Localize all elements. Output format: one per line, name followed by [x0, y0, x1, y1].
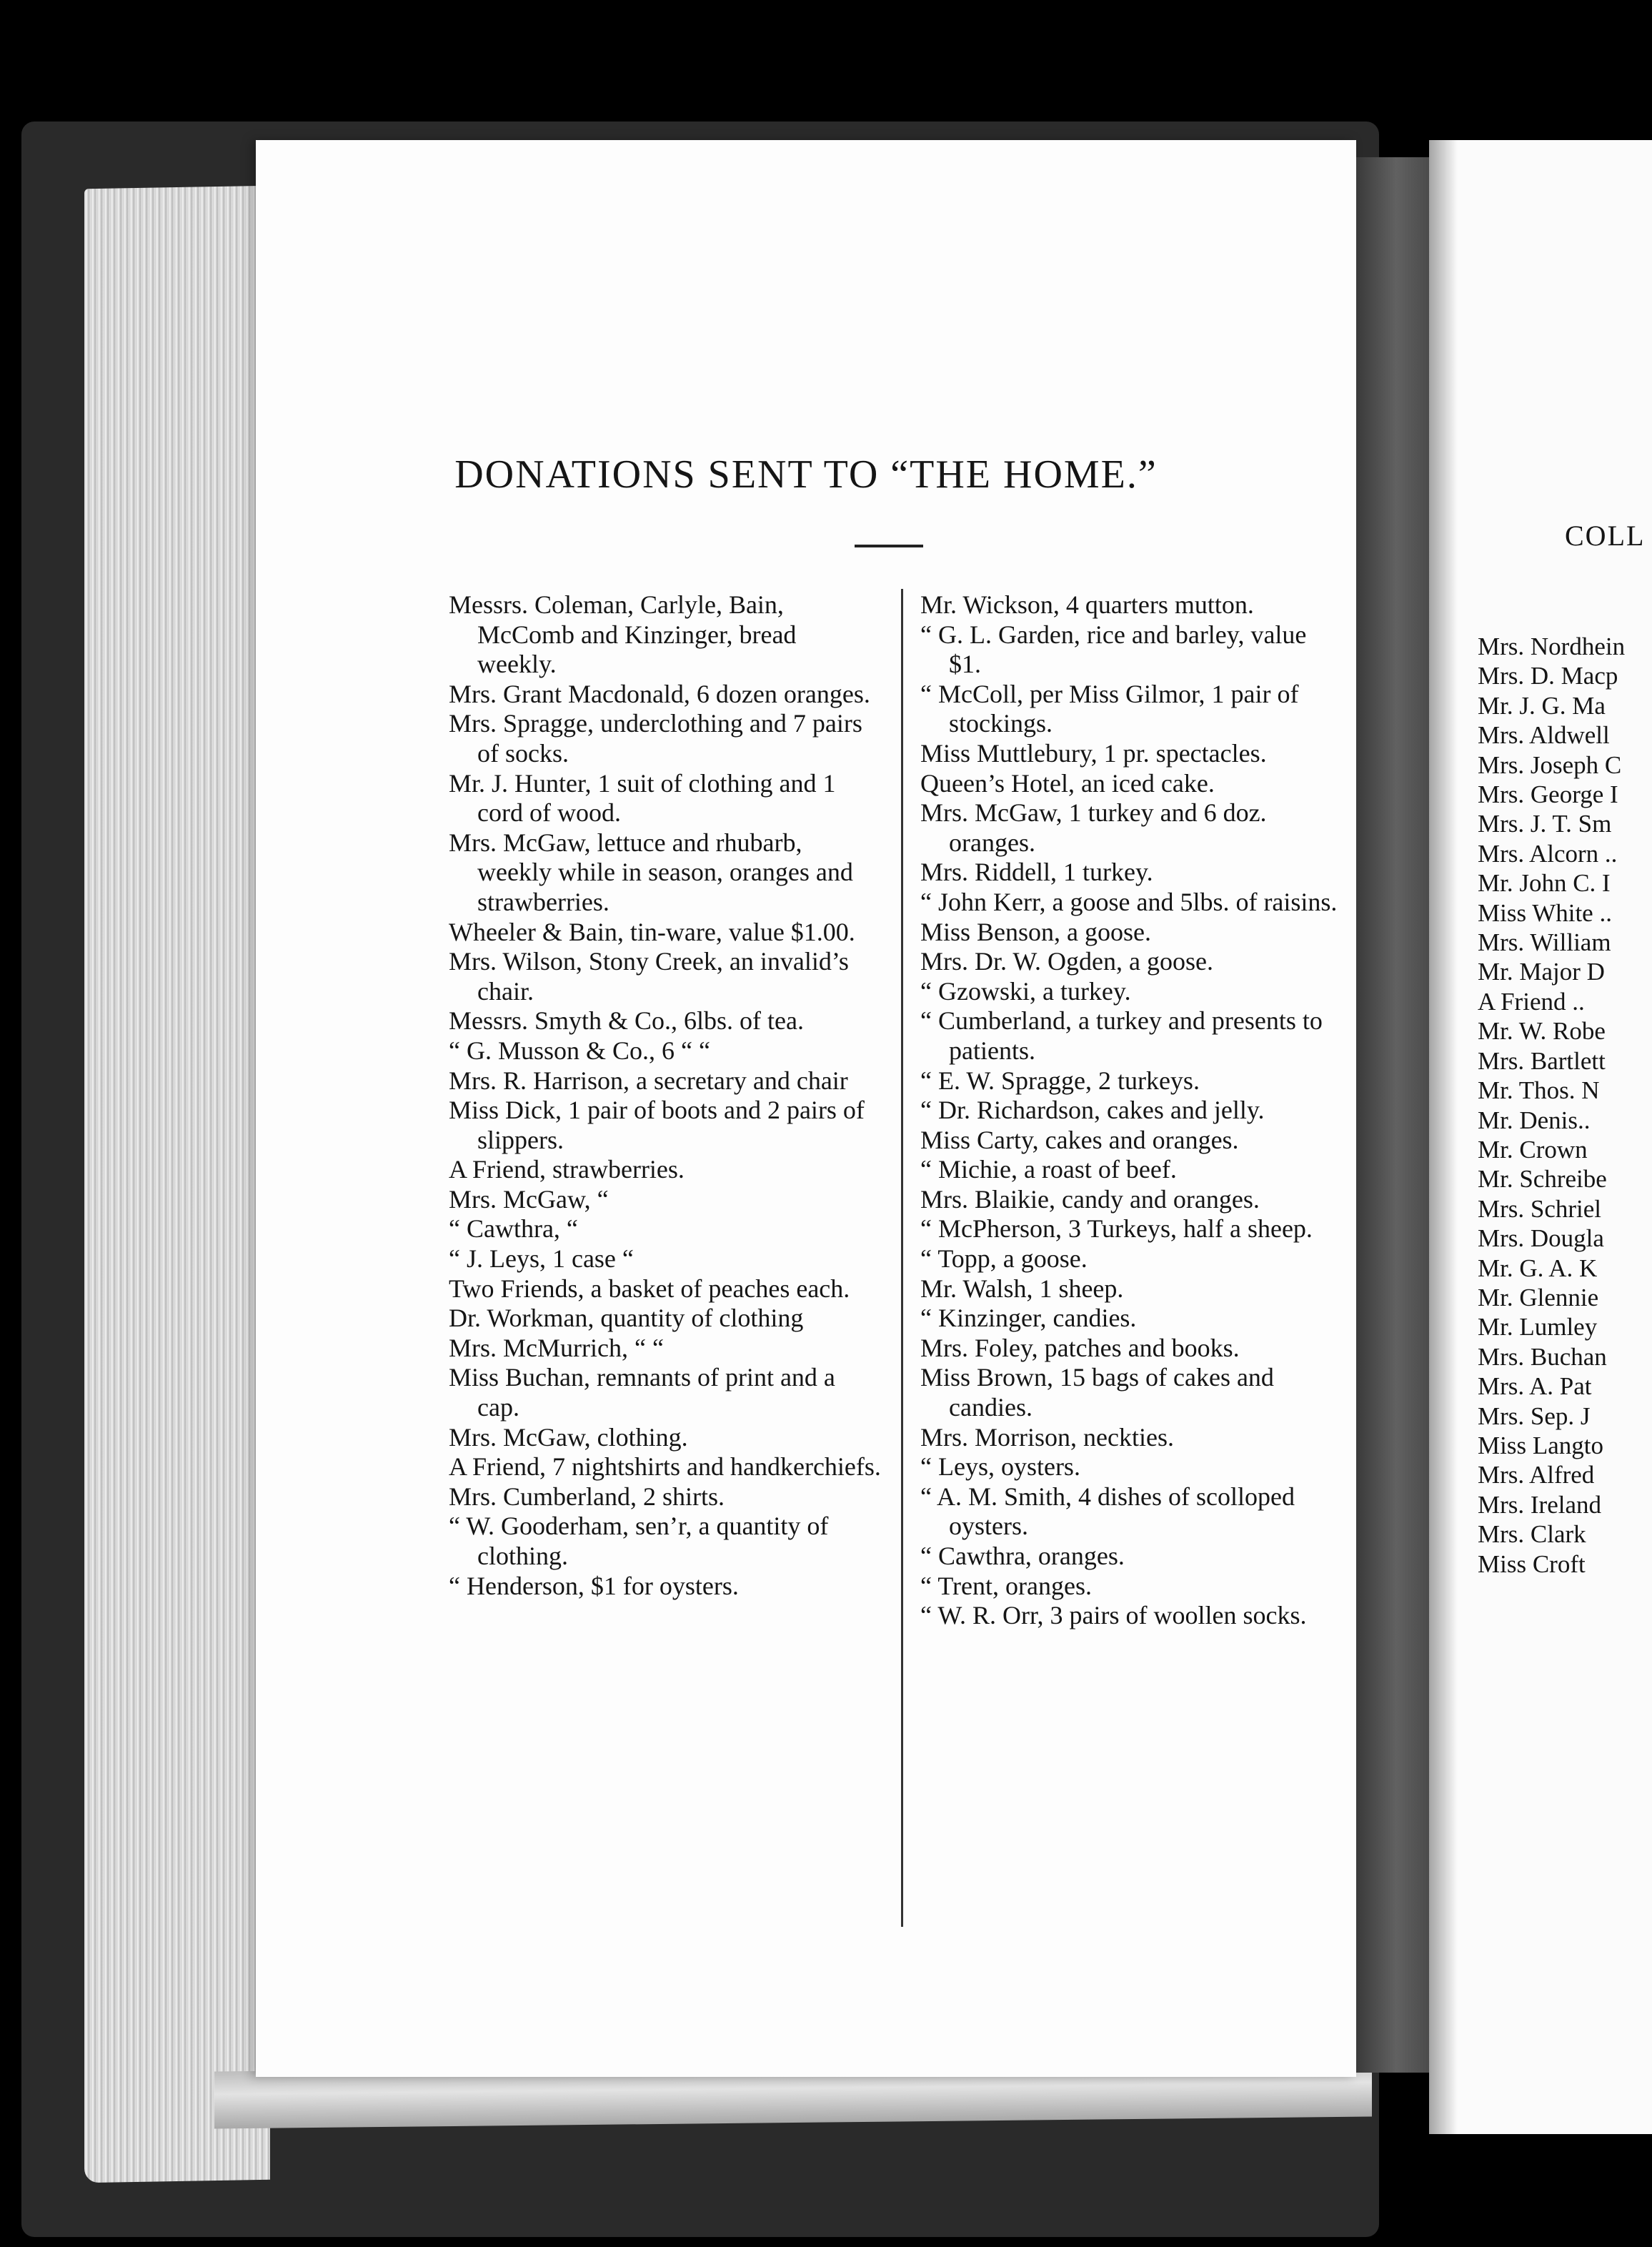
page-title: DONATIONS SENT TO “THE HOME.” — [454, 452, 1158, 497]
facing-entry: Mr. John C. I — [1478, 869, 1611, 898]
donation-entry: “ A. M. Smith, 4 dishes of scolloped oysters. — [920, 1482, 1295, 1541]
facing-entry: Mrs. Joseph C — [1478, 750, 1622, 779]
title-rule — [855, 545, 923, 547]
facing-entry: Mrs. George I — [1478, 780, 1618, 809]
facing-entry: Mrs. Buchan — [1478, 1342, 1607, 1371]
donation-entry: Miss Brown, 15 bags of cakes and candies. — [920, 1363, 1274, 1422]
donation-entry: “ W. R. Orr, 3 pairs of woollen socks. — [920, 1601, 1307, 1630]
donation-entry: “ G. L. Garden, rice and barley, value $1. — [920, 620, 1307, 679]
donation-entry: Mrs. McGaw, 1 turkey and 6 doz. oranges. — [920, 798, 1267, 857]
donation-entry: Two Friends, a basket of peaches each. — [449, 1274, 850, 1303]
left-page — [256, 140, 1356, 2077]
donation-entry: Mr. J. Hunter, 1 suit of clothing and 1 cord of wood. — [449, 768, 836, 828]
facing-entry: Mrs. Nordhein — [1478, 633, 1626, 660]
facing-entry: A Friend .. — [1478, 987, 1585, 1016]
facing-entry: Mrs. William — [1478, 928, 1611, 957]
donation-entry: Dr. Workman, quantity of clothing — [449, 1304, 804, 1333]
right-column — [920, 590, 1342, 1631]
donation-entry: Mrs. McMurrich, “ “ — [449, 1333, 664, 1362]
facing-entry: Mrs. Schriel — [1478, 1194, 1602, 1223]
donation-entry: Messrs. Coleman, Carlyle, Bain, McComb and Kinzinger, bread weekly. — [449, 590, 797, 679]
donation-entry: Mr. Walsh, 1 sheep. — [920, 1274, 1124, 1303]
donation-entry: Mrs. Morrison, neckties. — [920, 1422, 1174, 1452]
donation-entry: Mrs. Spragge, underclothing and 7 pairs of socks. — [449, 709, 862, 768]
facing-entry: Miss Croft — [1478, 1549, 1586, 1578]
donation-entry: Queen’s Hotel, an iced cake. — [920, 768, 1215, 798]
left-column — [449, 590, 881, 1601]
donation-entry: Wheeler & Bain, tin-ware, value $1.00. — [449, 917, 855, 946]
donation-entry: “ McPherson, 3 Turkeys, half a sheep. — [920, 1214, 1313, 1244]
facing-entry: Mr. Lumley — [1478, 1313, 1598, 1341]
facing-entry: Mrs. Clark — [1478, 1520, 1586, 1549]
donation-entry: Miss Muttlebury, 1 pr. spectacles. — [920, 738, 1267, 768]
donation-entry: “ Cawthra, oranges. — [920, 1542, 1125, 1570]
donation-entry: Mrs. McGaw, “ — [449, 1184, 609, 1214]
donation-entry: “ Henderson, $1 for oysters. — [449, 1571, 739, 1600]
donation-entry: Mrs. Grant Macdonald, 6 dozen oranges. — [449, 679, 870, 708]
donation-entry: Miss Benson, a goose. — [920, 917, 1151, 946]
facing-entry: Mrs. J. T. Sm — [1478, 810, 1612, 838]
facing-entry: Mr. J. G. Ma — [1478, 691, 1606, 720]
facing-page-list — [1478, 632, 1625, 1579]
donation-entry: “ W. Gooderham, sen’r, a quantity of clothing. — [449, 1512, 829, 1570]
facing-entry: Mrs. Alcorn .. — [1478, 839, 1618, 868]
column-divider — [901, 589, 903, 1927]
donation-entry: Mrs. R. Harrison, a secretary and chair — [449, 1066, 848, 1095]
facing-entry: Mr. Thos. N — [1478, 1076, 1600, 1105]
facing-entry: Mrs. Ireland — [1478, 1490, 1602, 1519]
facing-entry: Mrs. Aldwell — [1478, 721, 1610, 750]
facing-entry: Mr. Major D — [1478, 958, 1605, 986]
donation-entry: Mrs. Wilson, Stony Creek, an invalid’s chair. — [449, 947, 849, 1006]
facing-entry: Mr. G. A. K — [1478, 1254, 1598, 1282]
donation-entry: “ Trent, oranges. — [920, 1571, 1092, 1600]
facing-entry: Mrs. Alfred — [1478, 1461, 1595, 1489]
donation-entry: “ Cawthra, “ — [449, 1214, 578, 1244]
donation-entry: Mrs. Dr. W. Ogden, a goose. — [920, 947, 1213, 976]
donation-entry: “ Michie, a roast of beef. — [920, 1155, 1177, 1184]
donation-entry: Mrs. Cumberland, 2 shirts. — [449, 1482, 725, 1511]
donation-entry: “ Cumberland, a turkey and presents to patients. — [920, 1006, 1323, 1065]
donation-entry: “ J. Leys, 1 case “ — [449, 1244, 634, 1274]
donation-entry: “ John Kerr, a goose and 5lbs. of raisins. — [920, 887, 1338, 916]
donation-entry: Miss Dick, 1 pair of boots and 2 pairs of slippers. — [449, 1096, 865, 1154]
donation-entry: Mrs. McGaw, lettuce and rhubarb, weekly while in season, oranges and strawberries. — [449, 828, 853, 916]
donation-entry: Miss Buchan, remnants of print and a cap. — [449, 1363, 835, 1422]
facing-entry: Mrs. Bartlett — [1478, 1046, 1606, 1075]
donation-entry: Mrs. Blaikie, candy and oranges. — [920, 1184, 1260, 1214]
facing-entry: Mr. Schreibe — [1478, 1165, 1607, 1194]
donation-entry: Mrs. McGaw, clothing. — [449, 1422, 688, 1452]
facing-entry: Mr. Crown — [1478, 1135, 1588, 1164]
donation-entry: Mr. Wickson, 4 quarters mutton. — [920, 590, 1254, 619]
facing-entry: Mr. W. Robe — [1478, 1017, 1606, 1046]
donation-entry: “ Dr. Richardson, cakes and jelly. — [920, 1096, 1265, 1125]
donation-entry: Mrs. Foley, patches and books. — [920, 1333, 1240, 1362]
facing-entry: Miss Langto — [1478, 1431, 1603, 1459]
facing-entry: Mrs. Sep. J — [1478, 1402, 1591, 1430]
facing-entry: Mr. Glennie — [1478, 1283, 1599, 1311]
facing-entry: Mr. Denis.. — [1478, 1106, 1591, 1134]
donation-entry: “ E. W. Spragge, 2 turkeys. — [920, 1066, 1200, 1095]
facing-entry: Mrs. Dougla — [1478, 1224, 1604, 1253]
page-edges — [84, 186, 270, 2183]
donation-entry: “ McColl, per Miss Gilmor, 1 pair of stockings. — [920, 679, 1299, 738]
facing-page-shadow — [1429, 140, 1458, 2134]
facing-page — [1429, 140, 1652, 2134]
facing-page-heading: COLL — [1565, 520, 1646, 552]
donation-entry: Messrs. Smyth & Co., 6lbs. of tea. — [449, 1006, 805, 1036]
donation-entry: “ Leys, oysters. — [920, 1452, 1080, 1482]
facing-entry: Mrs. D. Macp — [1478, 662, 1618, 690]
donation-entry: A Friend, strawberries. — [449, 1155, 685, 1184]
donation-entry: “ Topp, a goose. — [920, 1244, 1088, 1274]
donation-entry: Miss Carty, cakes and oranges. — [920, 1125, 1239, 1154]
donation-entry: A Friend, 7 nightshirts and handkerchiefs. — [449, 1452, 881, 1482]
facing-entry: Miss White .. — [1478, 898, 1612, 927]
facing-entry: Mrs. A. Pat — [1478, 1372, 1592, 1401]
donation-entry: “ G. Musson & Co., 6 “ “ — [449, 1036, 710, 1065]
donation-entry: Mrs. Riddell, 1 turkey. — [920, 858, 1153, 887]
donation-entry: “ Kinzinger, candies. — [920, 1304, 1137, 1333]
donation-entry: “ Gzowski, a turkey. — [920, 976, 1131, 1006]
